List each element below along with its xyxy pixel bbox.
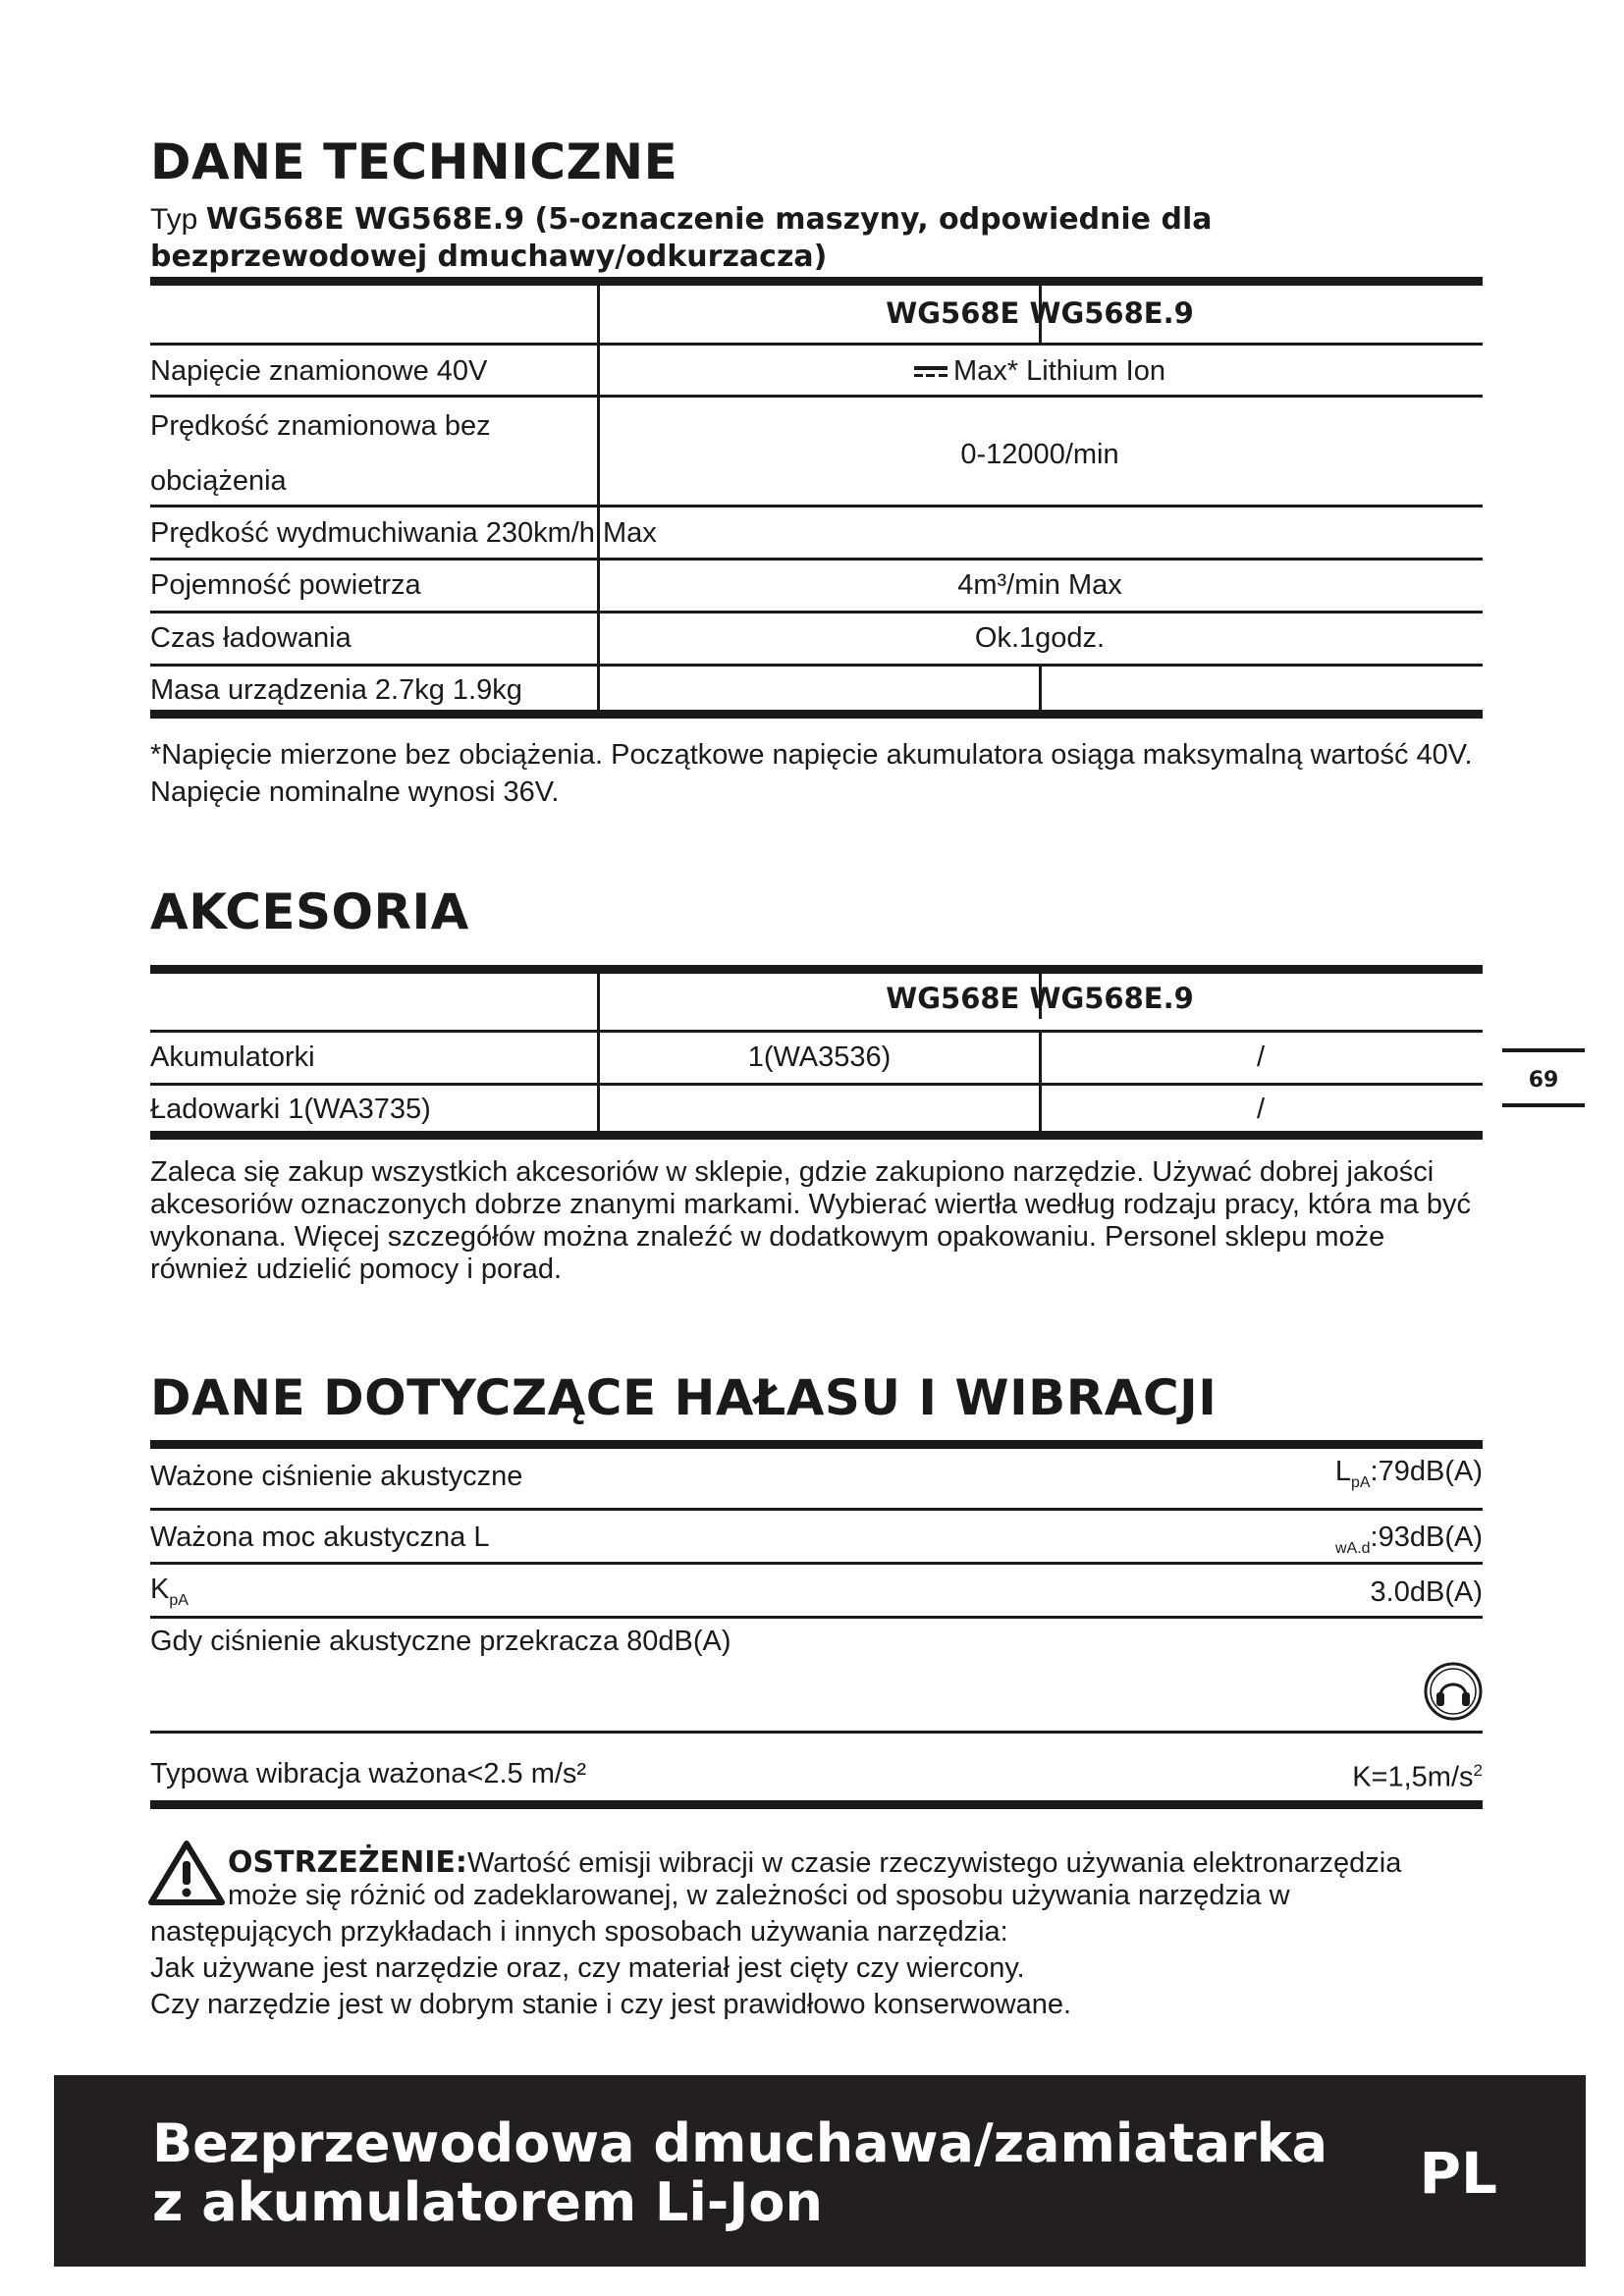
language-code: PL	[1419, 2140, 1497, 2207]
noise-row-value: 3.0dB(A)	[1370, 1576, 1483, 1608]
tech-row-label: Prędkość znamionowa bez	[150, 410, 491, 442]
tech-type-line	[150, 201, 1486, 276]
accessory-row-label: Akumulatorki	[150, 1041, 315, 1073]
dc-current-icon	[914, 365, 947, 379]
accessories-section-title: AKCESORIA	[150, 883, 469, 940]
accessory-col2: /	[1256, 1094, 1266, 1125]
tech-row-label: Napięcie znamionowe 40V	[150, 355, 488, 387]
footer-banner	[54, 2075, 1586, 2267]
tech-row-label-cont: obciążenia	[150, 465, 287, 497]
noise-row-label: Typowa wibracja ważona<2.5 m/s²	[150, 1758, 587, 1789]
tech-footnote: *Napięcie mierzone bez obciążenia. Początkowe napięcie akumulatora osiąga maksymalną wartość 40V. Napięcie nominalne wynosi 36V.	[150, 739, 1473, 808]
tech-row-label: Masa urządzenia 2.7kg 1.9kg	[150, 674, 522, 706]
warning-line-5: Czy narzędzie jest w dobrym stanie i czy jest prawidłowo konserwowane.	[150, 1989, 1072, 2020]
warning-label: OSTRZEŻENIE:	[228, 1845, 467, 1880]
noise-row-label: Ważona moc akustyczna L	[150, 1522, 490, 1553]
page-number: 69	[1528, 1068, 1559, 1093]
ear-protection-icon	[1423, 1661, 1484, 1722]
tech-row-value: 0-12000/min	[960, 439, 1119, 470]
tech-row-label: Prędkość wydmuchiwania 230km/h Max	[150, 517, 657, 549]
warning-line-3: następujących przykładach i innych sposobach używania narzędzia:	[150, 1916, 1008, 1948]
tech-row-label: Pojemność powietrza	[150, 569, 421, 601]
noise-row-label: Ważone ciśnienie akustyczne	[150, 1461, 523, 1492]
type-prefix: Typ	[150, 203, 206, 236]
accessory-row-label: Ładowarki 1(WA3735)	[150, 1094, 431, 1125]
noise-row-label: $K_{pA}$	[150, 1574, 189, 1609]
noise-row-value: $L_{pA}:79dB(A)$	[1334, 1456, 1483, 1491]
accessory-col1: 1(WA3536)	[747, 1041, 892, 1073]
noise-row-value: $K=1,5m/s^2$	[1352, 1761, 1483, 1793]
tech-row-label: Czas ładowania	[150, 622, 352, 654]
warning-line-4: Jak używane jest narzędzie oraz, czy materiał jest cięty czy wiercony.	[150, 1952, 1025, 1984]
noise-section-title: DANE DOTYCZĄCE HAŁASU I WIBRACJI	[150, 1369, 1218, 1426]
warning-line-2: może się różnić od zadeklarowanej, w zależności od sposobu używania narzędzia w	[228, 1880, 1290, 1911]
accessories-paragraph: Zaleca się zakup wszystkich akcesoriów w sklepie, gdzie zakupiono narzędzie. Używać dobrej jakości akcesoriów oznaczonych dobrze znanymi markami. Wybierać wiertła według rodzaju pracy, która ma być wykonana. Więcej szczegółów można znaleźć w dodatkowym opakowaniu. Personel sklepu może również udzielić pomocy i porad.	[150, 1156, 1472, 1285]
footer-title: Bezprzewodowa dmuchawa/zamiatarka z akumulatorem Li-Jon	[152, 2112, 1328, 2233]
accessories-table-header: WG568E WG568E.9	[886, 982, 1194, 1015]
tech-table-header: WG568E WG568E.9	[886, 296, 1194, 330]
warning-line-1: OSTRZEŻENIE:Wartość emisji wibracji w czasie rzeczywistego używania elektronarzędzia	[228, 1845, 1402, 1880]
tech-row-value: Max* Lithium Ion	[600, 354, 1480, 388]
noise-row-label: Gdy ciśnienie akustyczne przekracza 80dB(A)	[150, 1626, 731, 1657]
accessory-col2: /	[1256, 1041, 1266, 1073]
tech-row-value: 4m³/min Max	[957, 569, 1122, 601]
type-models: WG568E WG568E.9 (5-oznaczenie maszyny, odpowiednie dla bezprzewodowej dmuchawy/odkurzacza)	[150, 202, 1213, 274]
noise-row-value: $_{wA.d}$:93dB(A)	[1334, 1522, 1483, 1557]
tech-section-title: DANE TECHNICZNE	[150, 133, 678, 190]
warning-triangle-icon	[147, 1840, 226, 1906]
tech-row-value: Ok.1godz.	[974, 622, 1106, 654]
